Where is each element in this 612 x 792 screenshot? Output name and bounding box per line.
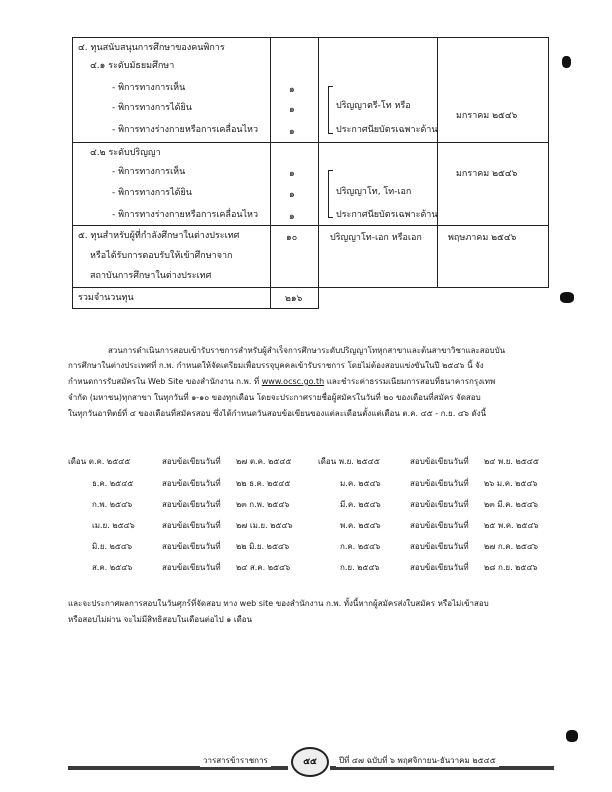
schedule-label: สอบข้อเขียนวันที่: [410, 563, 469, 572]
schedule-date: ๒๒ ธ.ค. ๒๕๔๕: [236, 479, 291, 488]
table-row-text: - พิการทางการเห็น: [112, 83, 186, 93]
schedule-label: สอบข้อเขียนวันที่: [162, 500, 221, 509]
table-row-text: ๔.๒ ระดับปริญญา: [90, 148, 161, 158]
schedule-month: มิ.ย. ๒๕๔๖: [92, 542, 133, 551]
schedule-date: ๒๓ มี.ค. ๒๕๔๖: [484, 500, 538, 509]
qualification: ปริญญาโท-เอก หรือเอก: [330, 233, 422, 243]
table-row-text: - พิการทางการได้ยิน: [112, 188, 192, 198]
schedule-label: สอบข้อเขียนวันที่: [162, 457, 221, 466]
table-count: ๑: [289, 169, 295, 179]
paragraph-line: กำหนดการรับสมัครใน Web Site ของสำนักงาน ก.พ. ที่ www.ocsc.go.th และชำระค่าธรรมเนียมการสอบที่ธนาคารกรุงเทพ: [68, 377, 496, 386]
table-count: ๑: [289, 212, 295, 222]
schedule-date: ๒๖ ม.ค. ๒๕๔๖: [484, 479, 538, 488]
schedule-label: สอบข้อเขียนวันที่: [410, 479, 469, 488]
schedule-month: ก.ย. ๒๕๔๖: [340, 563, 380, 572]
page-number-emblem: ๕๕: [291, 747, 329, 777]
table-row-text: สถาบันการศึกษาในต่างประเทศ: [90, 271, 212, 281]
schedule-month: มี.ค. ๒๕๔๖: [340, 500, 381, 509]
table-count: ๑: [289, 85, 295, 95]
exam-date: มกราคม ๒๕๔๖: [456, 169, 518, 179]
schedule-month: เดือน ต.ค. ๒๕๔๕: [68, 457, 131, 466]
schedule-month: ธ.ค. ๒๕๔๕: [92, 479, 134, 488]
table-row-text: ๔.๑ ระดับมัธยมศึกษา: [90, 61, 175, 71]
paragraph-line: และจะประกาศผลการสอบในวันศุกร์ที่จัดสอบ ทาง web site ของสำนักงาน ก.พ. ทั้งนี้หากผู้สมัครส่งใบสมัคร หรือไม่เข้าสอบ: [68, 599, 489, 608]
table-total-value: ๒๑๖: [285, 294, 303, 304]
paragraph-line: สวนการดำเนินการสอบเข้ารับราชการสำหรับผู้สำเร็จการศึกษาระดับปริญญาโทหุกสาขาและต้นสาขาวิชาและสอบบัน: [108, 346, 506, 355]
qualification: ปริญญาตรี-โท หรือ: [336, 101, 411, 111]
table-count: ๑: [289, 105, 295, 115]
qualification: ประกาศนียบัตรเฉพาะด้าน: [336, 125, 438, 135]
schedule-label: สอบข้อเขียนวันที่: [162, 563, 221, 572]
schedule-date: ๒๗ ต.ค. ๒๕๔๕: [236, 457, 292, 466]
scan-smudge: [566, 730, 578, 742]
schedule-date: ๒๘ ก.ย. ๒๕๔๖: [484, 563, 538, 572]
schedule-date: ๒๕ พ.ค. ๒๕๔๖: [484, 521, 539, 530]
exam-date: มกราคม ๒๕๔๖: [456, 111, 518, 121]
schedule-month: เม.ย. ๒๕๔๖: [92, 521, 135, 530]
schedule-label: สอบข้อเขียนวันที่: [410, 457, 469, 466]
scan-smudge: [560, 292, 574, 303]
paragraph-line: การศึกษาในต่างประเทศที่ ก.พ. กำหนดให้จัดเตรียมเพื่อบรรจุบุคคลเข้ารับราชการ โดยไม่ต้องสอบแข่งขันในปี ๒๕๔๖ นี้ จัง: [68, 361, 484, 370]
journal-name: วารสารข้าราชการ: [200, 755, 271, 767]
schedule-month: ส.ค. ๒๕๔๖: [92, 563, 133, 572]
table-count: ๑: [289, 190, 295, 200]
paragraph-line: ในทุกวันอาทิตย์ที่ ๔ ของเดือนที่สมัครสอบ ซึ่งได้กำหนดวันสอบข้อเขียนของแต่ละเดือนตั้งแต่เดือน ต.ค. ๔๕ - ก.ย. ๔๖ ดังนี้: [68, 409, 487, 418]
paragraph-line: หรือสอบไม่ผ่าน จะไม่มีสิทธิสอบในเดือนต่อไป ๑ เดือน: [68, 615, 253, 624]
schedule-date: ๒๓ ก.พ. ๒๕๔๖: [236, 500, 290, 509]
qualification: ปริญญาโท, โท-เอก: [336, 187, 412, 197]
table-row-text: หรือได้รับการตอบรับให้เข้าศึกษาจาก: [90, 251, 233, 261]
scan-smudge: [562, 56, 571, 68]
issue-info: ปีที่ ๔๗ ฉบับที่ ๖ พฤศจิกายน-ธันวาคม ๒๕๔๕: [336, 755, 499, 767]
exam-date: พฤษภาคม ๒๕๔๖: [448, 233, 517, 243]
schedule-label: สอบข้อเขียนวันที่: [162, 479, 221, 488]
brace: [328, 86, 333, 134]
schedule-date: ๒๗ ก.ค. ๒๕๔๖: [484, 542, 539, 551]
table-count: ๑๐: [286, 233, 298, 243]
table-count: ๑: [289, 127, 295, 137]
schedule-month: พ.ค. ๒๕๔๖: [340, 521, 381, 530]
schedule-month: ก.ค. ๒๕๔๖: [340, 542, 381, 551]
schedule-date: ๒๒ มิ.ย. ๒๕๔๖: [236, 542, 290, 551]
schedule-month: ก.พ. ๒๕๔๖: [92, 500, 133, 509]
table-total-label: รวมจำนวนทุน: [78, 293, 134, 303]
ocsc-link[interactable]: www.ocsc.go.th: [261, 377, 325, 386]
schedule-label: สอบข้อเขียนวันที่: [410, 542, 469, 551]
table-row-text: - พิการทางร่างกายหรือการเคลื่อนไหว: [112, 125, 259, 135]
schedule-label: สอบข้อเขียนวันที่: [162, 542, 221, 551]
paragraph-line: จำกัด (มหาชน)ทุกสาขา ในทุกวันที่ ๑-๑๐ ของทุกเดือน โดยจะประกาศรายชื่อผู้สมัครในวันที่ ๒๐ ของเดือนที่สมัคร จัดสอบ: [68, 393, 481, 402]
table-row-text: ๕. ทุนสำหรับผู้ที่กำลังศึกษาในต่างประเทศ: [78, 231, 240, 241]
schedule-date: ๒๔ พ.ย. ๒๕๔๕: [484, 457, 539, 466]
brace: [328, 170, 333, 218]
schedule-label: สอบข้อเขียนวันที่: [162, 521, 221, 530]
schedule-label: สอบข้อเขียนวันที่: [410, 500, 469, 509]
table-row-text: ๔. ทุนสนับสนุนการศึกษาของคนพิการ: [78, 43, 225, 53]
schedule-month: เดือน พ.ย. ๒๕๔๕: [318, 457, 380, 466]
schedule-date: ๒๔ ส.ค. ๒๕๔๖: [236, 563, 291, 572]
schedule-month: ม.ค. ๒๕๔๖: [340, 479, 381, 488]
qualification: ประกาศนียบัตรเฉพาะด้าน: [336, 210, 438, 220]
table-row-text: - พิการทางการได้ยิน: [112, 103, 192, 113]
table-row-text: - พิการทางการเห็น: [112, 167, 186, 177]
schedule-label: สอบข้อเขียนวันที่: [410, 521, 469, 530]
table-row-text: - พิการทางร่างกายหรือการเคลื่อนไหว: [112, 210, 259, 220]
schedule-date: ๒๗ เม.ย. ๒๕๔๖: [236, 521, 293, 530]
